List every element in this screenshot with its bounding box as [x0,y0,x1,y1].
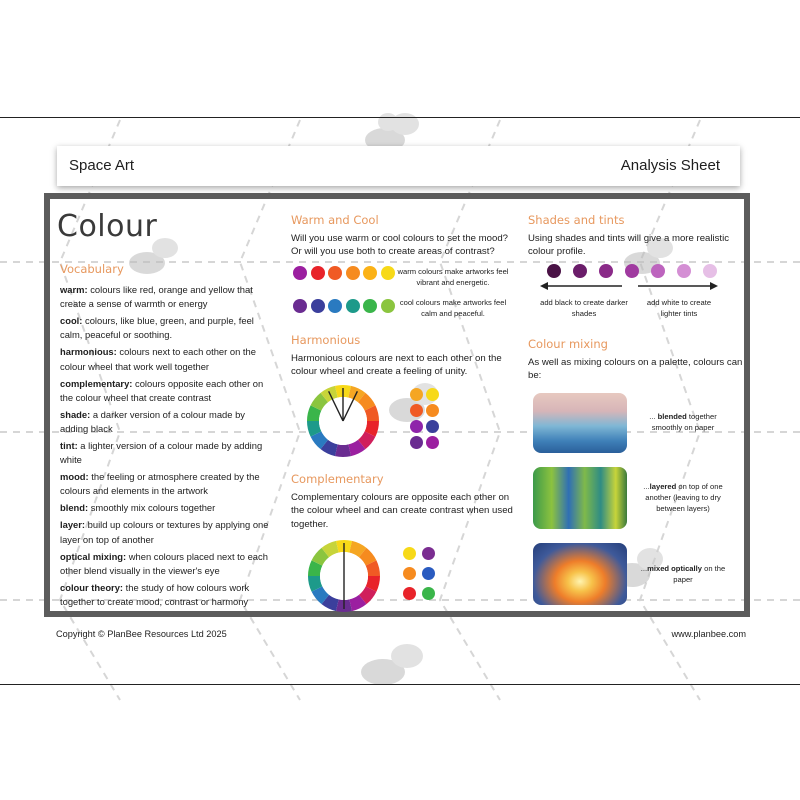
vocabulary-definition: a darker version of a colour made by adding black [60,408,245,435]
vocabulary-term: mood: [60,471,89,483]
blended-painting-image [533,393,627,453]
complementary-swatch [422,567,435,580]
shade-tint-arrows [540,280,720,292]
tint-caption: add white to create lighter tints [646,298,712,318]
vocabulary-definition: build up colours or textures by applying one layer on top of another [60,519,269,545]
header-bar [57,146,740,186]
harmonious-swatch [410,388,423,401]
vocabulary-entry [60,377,270,405]
harmonious-swatch [410,420,423,433]
vocabulary-entry [60,550,270,578]
shade-tint-dot [703,264,717,278]
complementary-heading: Complementary [291,472,384,486]
cool-colour-dot [346,299,360,313]
vocabulary-entry [60,314,270,342]
harmonious-swatch [426,404,439,417]
vocabulary-entry [60,345,270,373]
colour-mixing-heading: Colour mixing [528,337,608,351]
shade-tint-dot [677,264,691,278]
cool-caption: cool colours make artworks feel calm and peaceful. [399,298,507,318]
vocabulary-definition: colours like red, orange and yellow that create a sense of warmth or energy [60,284,253,310]
vocabulary-term: warm: [60,284,88,295]
harmonious-swatch [426,388,439,401]
shade-tint-dot [651,264,665,278]
vocabulary-entry [60,470,270,498]
cool-colour-dot [328,299,342,313]
vocabulary-term: shade: [60,408,91,420]
harmonious-swatch [410,436,423,449]
mixing-item-layered: ...layered on top of one another (leaving to dry between layers) [643,482,723,513]
harmonious-heading: Harmonious [291,333,361,347]
vocabulary-term: blend: [60,502,89,514]
vocabulary-definition: colours opposite each other on the colour wheel that create contrast [60,377,264,403]
layered-painting-image [533,467,627,529]
harmonious-text: Harmonious colours are next to each other on the colour wheel and create a feeling of unity. [291,353,502,378]
vocabulary-entry [60,439,270,467]
warm-cool-heading: Warm and Cool [291,213,379,227]
harmonious-swatch [410,404,423,417]
vocabulary-definition: the study of how colours work together to create mood, contrast or harmony [60,581,250,608]
mixing-item-blended: ... blended together smoothly on paper [649,412,717,432]
vocabulary-entry [60,408,270,436]
shade-tint-dot [599,264,613,278]
complementary-swatch [422,547,435,560]
cool-colour-dot [293,299,307,313]
warm-caption: warm colours make artworks feel vibrant and energetic. [397,267,509,287]
cool-colour-dot [311,299,325,313]
warm-colour-dot [311,266,325,280]
complementary-colour-wheel [306,538,382,614]
complementary-swatch [403,547,416,560]
vocabulary-term: layer: [60,519,86,531]
optical-mixing-painting-image [533,543,627,605]
warm-colour-dot [346,266,360,280]
complementary-text: Complementary colours are opposite each other on the colour wheel and can create contrast when used together. [291,492,513,530]
vocabulary-term: colour theory: [60,581,124,593]
vocabulary-definition: colours, like blue, green, and purple, feel calm, peaceful or soothing. [60,315,254,341]
colour-wheel-segment [335,444,351,457]
cool-colour-dot [363,299,377,313]
header-title-left: Space Art [69,157,135,174]
page-title: Colour [57,209,158,244]
vocabulary-heading: Vocabulary [60,262,124,276]
header-title-right: Analysis Sheet [620,157,720,174]
vocabulary-list [60,283,270,612]
warm-colour-dot [293,266,307,280]
shade-tint-dot [547,264,561,278]
vocabulary-term: cool: [60,315,83,327]
vocabulary-term: complementary: [60,377,133,389]
shades-tints-text: Using shades and tints will give a more realistic colour profile. [528,233,730,258]
complementary-swatch [403,567,416,580]
shade-tint-dot [573,264,587,278]
warm-colour-dot [328,266,342,280]
mixing-item-optical: ...mixed optically on the paper [640,564,726,584]
footer-website-link[interactable]: www.planbee.com [671,629,746,639]
warm-colour-dot [363,266,377,280]
complementary-swatch [422,587,435,600]
vocabulary-entry [60,518,270,546]
vocabulary-definition: smoothly mix colours together [88,502,216,514]
vocabulary-definition: when colours placed next to each other blend visually in the viewer's eye [60,550,268,576]
vocabulary-definition: colours next to each other on the colour wheel that work well together [60,346,256,372]
vocabulary-definition: the feeling or atmosphere created by the colours and elements in the artwork [60,471,260,497]
shade-tint-dot [625,264,639,278]
vocabulary-term: tint: [60,440,78,452]
vocabulary-entry [60,501,270,515]
complementary-swatch [403,587,416,600]
shades-tints-heading: Shades and tints [528,213,625,227]
colour-mixing-text: As well as mixing colours on a palette, colours can be: [528,357,743,382]
harmonious-colour-wheel [305,383,381,459]
vocabulary-entry [60,283,270,311]
footer-copyright: Copyright © PlanBee Resources Ltd 2025 [56,629,227,639]
harmonious-swatch [426,420,439,433]
vocabulary-term: optical mixing: [60,550,127,562]
vocabulary-term: harmonious: [60,346,117,358]
shade-caption: add black to create darker shades [540,298,628,318]
vocabulary-definition: a lighter version of a colour made by adding white [60,440,263,466]
vocabulary-entry [60,581,270,609]
harmonious-swatch [426,436,439,449]
warm-cool-question: Will you use warm or cool colours to set the mood? Or will you use both to create areas of contrast? [291,233,509,258]
